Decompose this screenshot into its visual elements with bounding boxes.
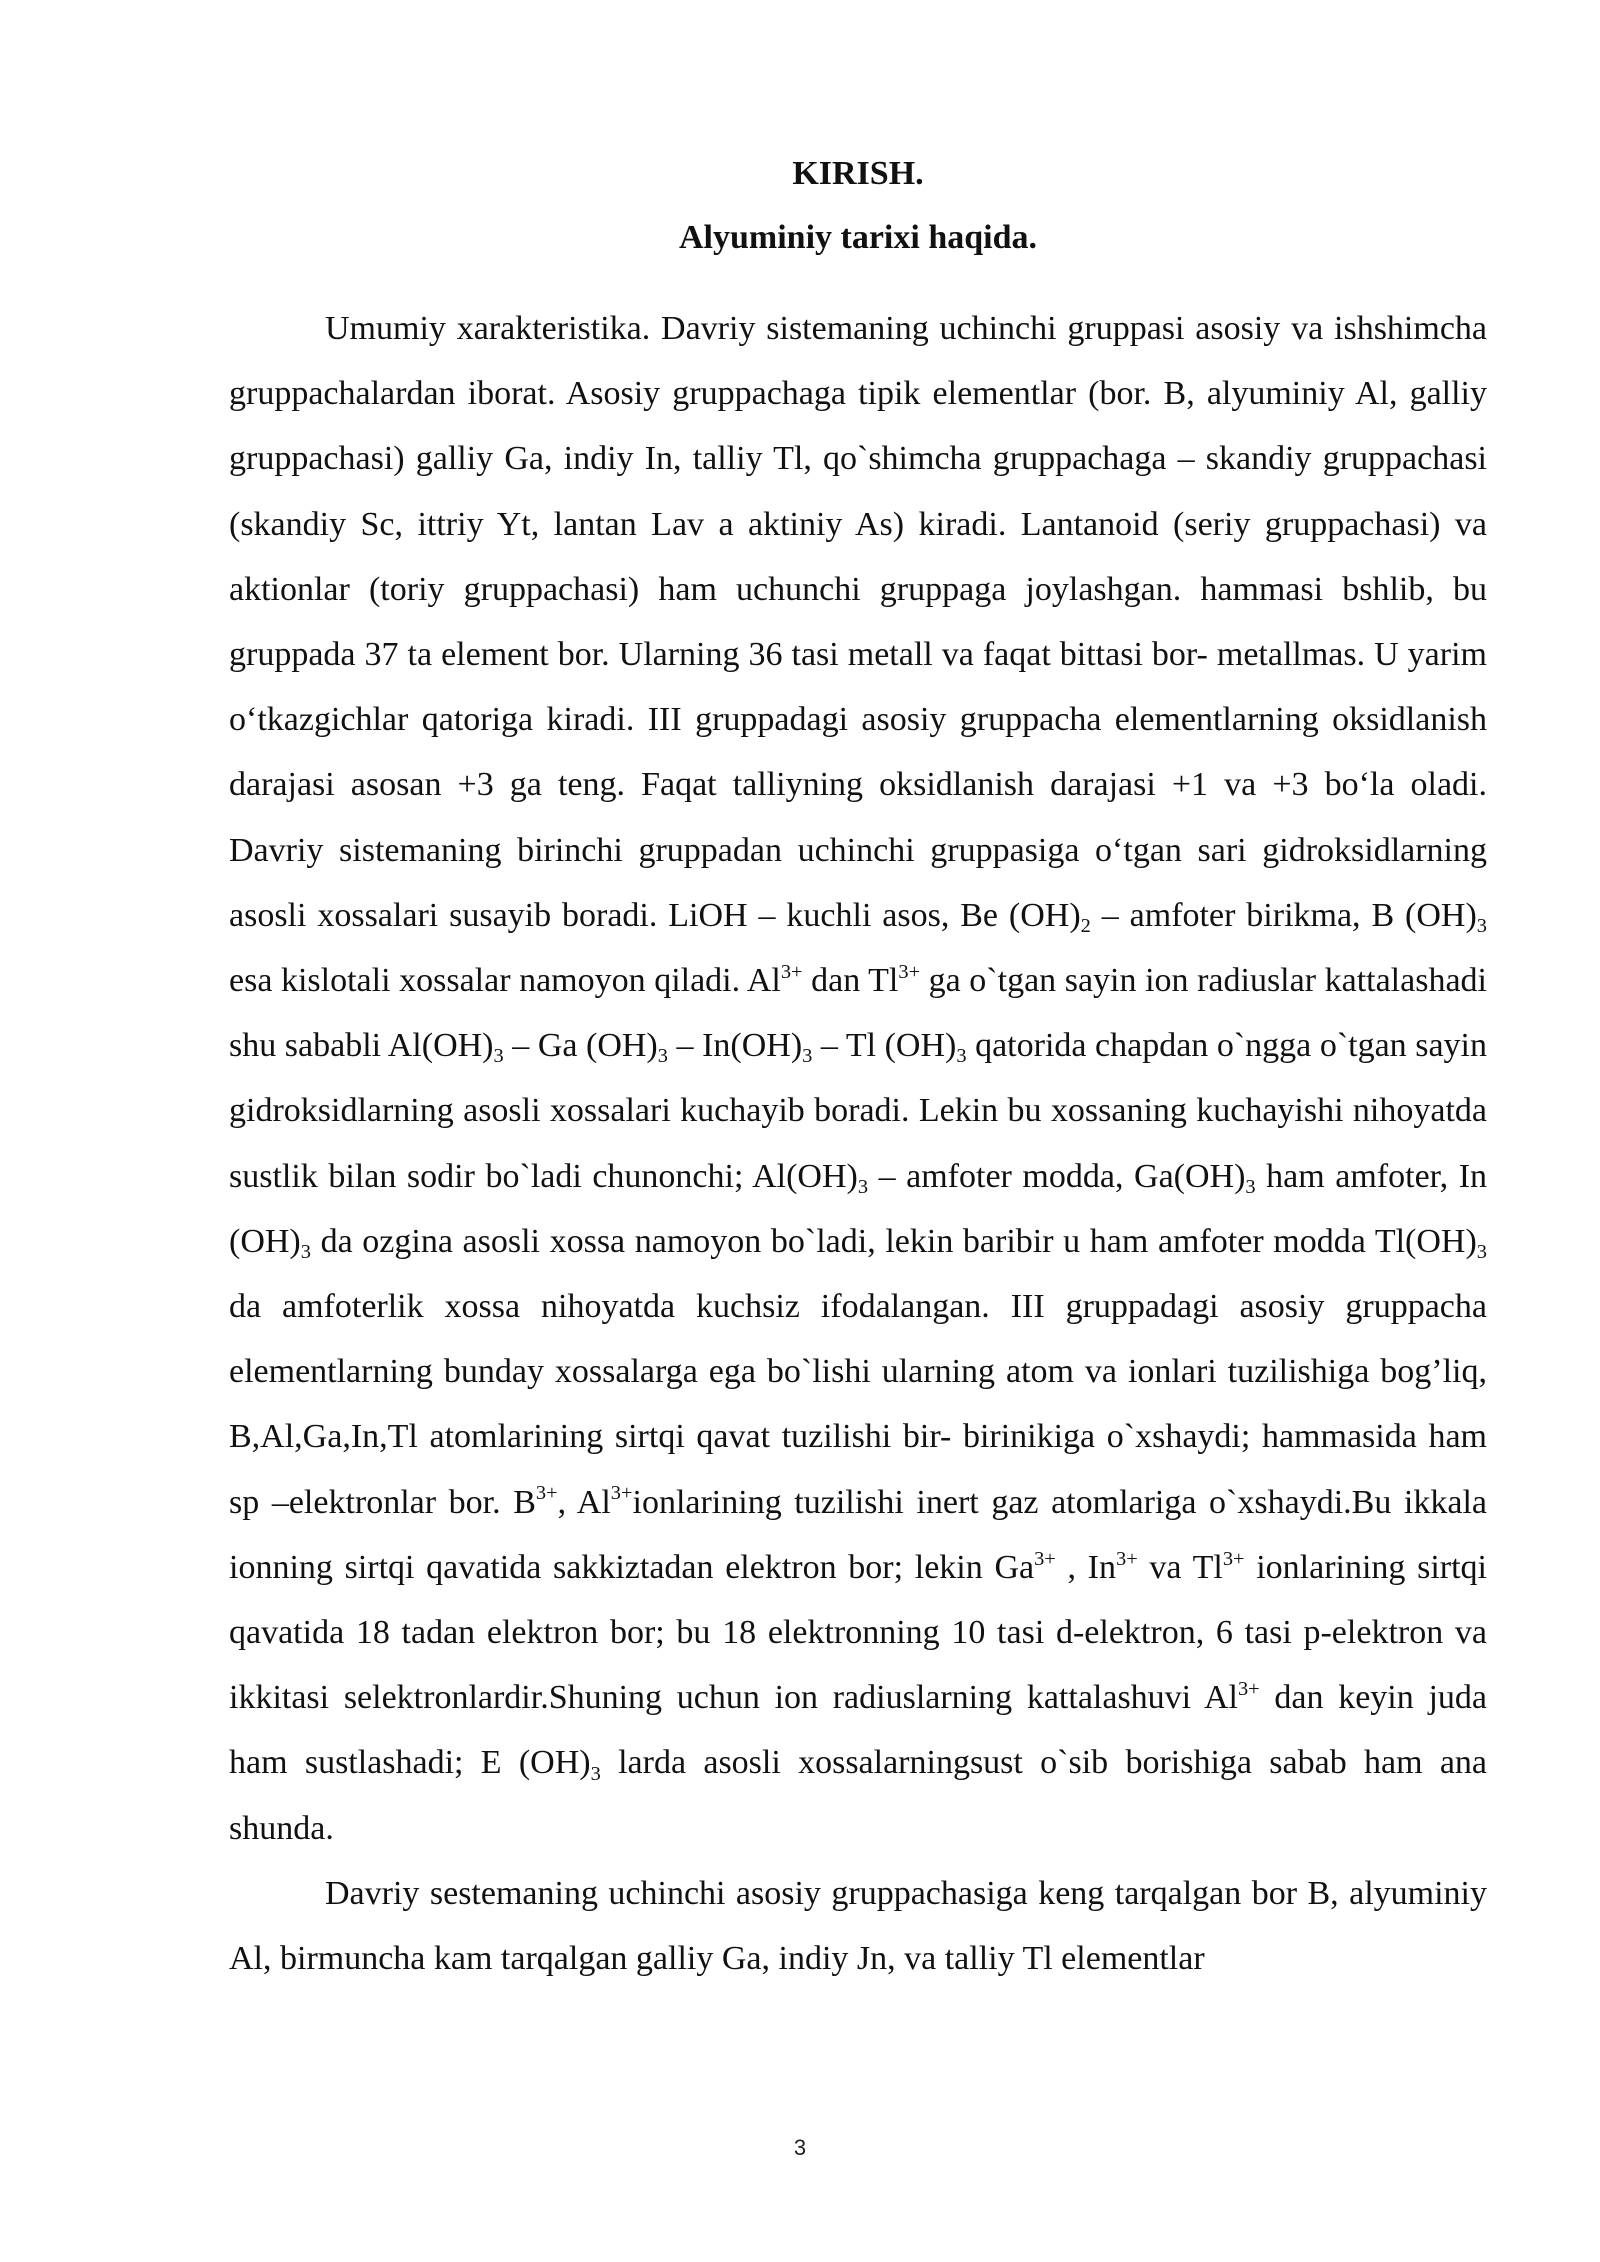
subscript: 3 — [493, 1045, 504, 1068]
subscript: 3 — [1476, 914, 1487, 937]
text-run: da amfoterlik xossa nihoyatda kuchsiz ifodalangan. III gruppadagi asosiy gruppacha elementlarning bunday xossalarga ega bo`lishi ularning atom va ionlari tuzilishiga bog’liq, B,Al,Ga,In,Tl atomlarining sirtqi qavat tuzilishi bir- birinikiga o`xshaydi; hammasida ham sp –elektronlar bor. B — [229, 1288, 1487, 1521]
superscript: 3+ — [898, 960, 921, 983]
text-run: – Tl (OH) — [812, 1027, 957, 1065]
text-run: Umumiy xarakteristika. Davriy sistemaning uchinchi gruppasi asosiy va ishshimcha gruppachalardan iborat. Asosiy gruppachaga tipik elementlar (bor. B, alyuminiy Al, galliy gruppachasi) galliy Ga, indiy In, talliy Tl, qo`shimcha gruppachaga – skandiy gruppachasi (skandiy Sc, ittriy Yt, lantan Lav a aktiniy As) kiradi. Lantanoid (seriy gruppachasi) va aktionlar (toriy gruppachasi) ham uchunchi gruppaga joylashgan. hammasi bshlib, bu gruppada 37 ta element bor. Ularning 36 tasi metall va faqat bittasi bor- metallmas. U yarim o‘tkazgichlar qatoriga kiradi. III gruppadagi asosiy gruppacha elementlarning oksidlanish darajasi asosan +3 ga teng. Faqat talliyning oksidlanish darajasi +1 va +3 bo‘la oladi. Davriy sistemaning birinchi gruppadan uchinchi gruppasiga o‘tgan sari gidroksidlarning asosli xossalari susayib boradi. LiOH – kuchli asos, Be (OH) — [229, 310, 1487, 934]
subscript: 2 — [1080, 914, 1091, 937]
text-run: – Ga (OH) — [503, 1027, 658, 1065]
section-title: KIRISH. — [792, 155, 924, 192]
document-page — [229, 150, 1487, 1991]
subscript: 3 — [956, 1045, 967, 1068]
subscript: 3 — [590, 1762, 601, 1785]
subscript: 3 — [300, 1240, 311, 1263]
body-paragraph — [229, 296, 1487, 1861]
text-run: esa kislotali xossalar namoyon qiladi. Al — [229, 962, 781, 1000]
text-run: larda asosli xossalarningsust o`sib borishiga sabab ham ana shunda. — [229, 1744, 1487, 1847]
page-number: 3 — [793, 2135, 807, 2160]
text-run: , Al — [557, 1483, 611, 1521]
superscript: 3+ — [1237, 1678, 1260, 1701]
text-run: va Tl — [1137, 1548, 1223, 1586]
text-run: dan Tl — [802, 962, 899, 1000]
superscript: 3+ — [1034, 1547, 1056, 1570]
subscript: 3 — [802, 1045, 813, 1068]
subscript: 3 — [1476, 1240, 1487, 1263]
subscript: 3 — [657, 1045, 668, 1068]
text-run: ionlarining sirtqi qavatida 18 tadan elektron bor; bu 18 elektronning 10 tasi d-elektron, 6 tasi p-elektron va ikkitasi selektronlardir.Shuning uchun ion radiuslarning kattalashuvi Al — [229, 1548, 1487, 1717]
text-run: qatorida chapdan o`ngga o`tgan sayin gidroksidlarning asosli xossalari kuchayib boradi. Lekin bu xossaning kuchayishi nihoyatda sustlik bilan sodir bo`ladi chunonchi; Al(OH) — [229, 1027, 1487, 1195]
text-run: da ozgina asosli xossa namoyon bo`ladi, lekin baribir u ham amfoter modda Tl(OH) — [310, 1222, 1477, 1260]
superscript: 3+ — [535, 1482, 558, 1505]
text-run: – amfoter modda, Ga(OH) — [868, 1157, 1246, 1195]
subscript: 3 — [857, 1175, 869, 1198]
superscript: 3+ — [1116, 1547, 1138, 1570]
text-run: dan keyin juda ham sustlashadi; E (OH) — [229, 1679, 1487, 1782]
body-paragraph — [229, 1861, 1487, 1991]
text-run: Davriy sestemaning uchinchi asosiy gruppachasiga keng tarqalgan bor B, alyuminiy Al, birmuncha kam tarqalgan galliy Ga, indiy Jn, va talliy Tl elementlar — [229, 1874, 1487, 1978]
text-run: ham amfoter, In (OH) — [229, 1157, 1488, 1260]
section-subtitle: Alyuminiy tarixi haqida. — [678, 219, 1037, 256]
superscript: 3+ — [610, 1482, 633, 1505]
superscript: 3+ — [780, 960, 803, 983]
text-run: , In — [1055, 1548, 1117, 1586]
text-run: ionlarining tuzilishi inert gaz atomlariga o`xshaydi.Bu ikkala ionning sirtqi qavatida sakkiztadan elektron bor; lekin Ga — [229, 1483, 1487, 1586]
superscript: 3+ — [1222, 1547, 1245, 1570]
subscript: 3 — [1245, 1175, 1256, 1198]
text-run: – In(OH) — [667, 1027, 803, 1065]
text-run: ga o`tgan sayin ion radiuslar kattalashadi shu sababli Al(OH) — [229, 962, 1487, 1065]
text-run: – amfoter birikma, B (OH) — [1090, 896, 1477, 934]
